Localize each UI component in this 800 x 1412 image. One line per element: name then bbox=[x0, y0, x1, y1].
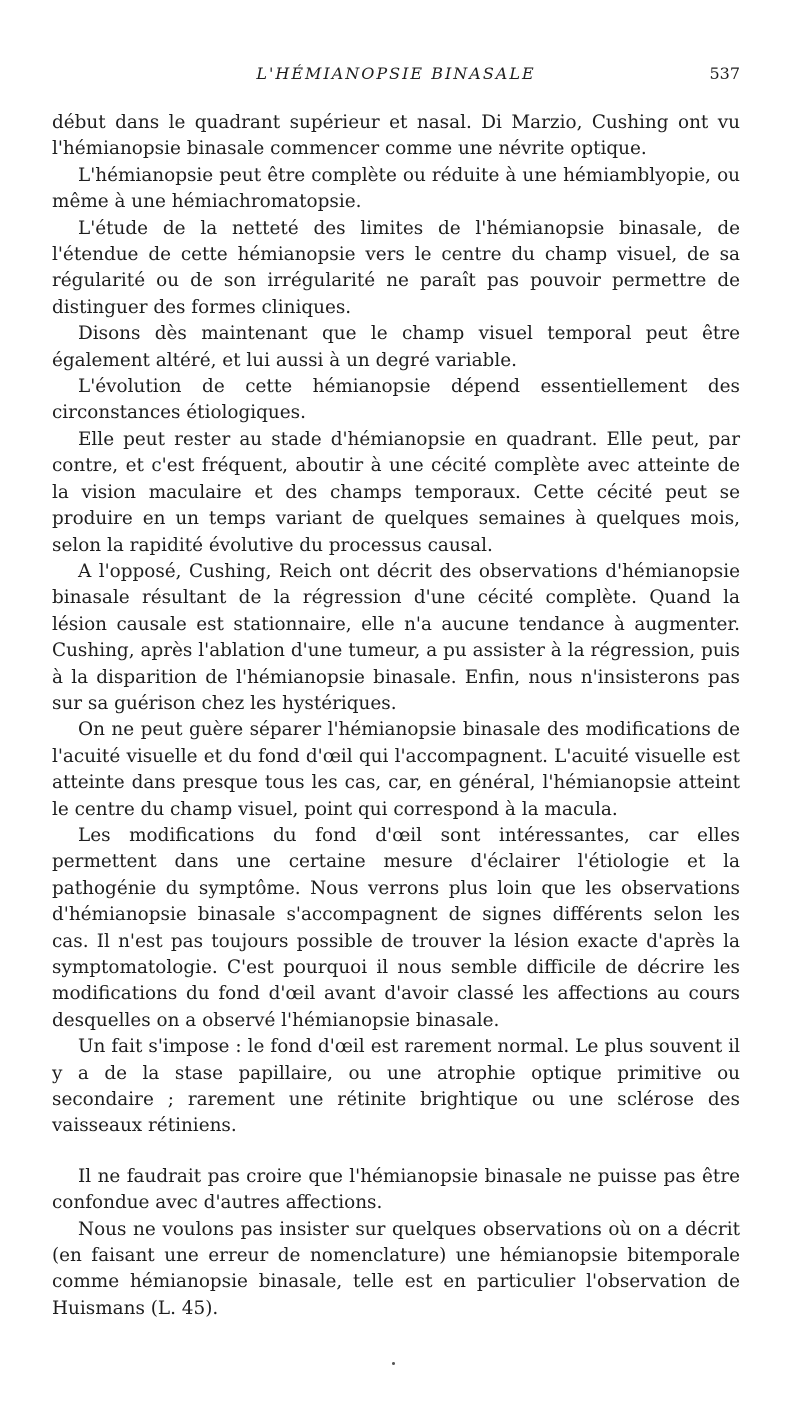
paragraph: début dans le quadrant supérieur et nasal. Di Marzio, Cushing ont vu l'hémianopsie binasale commencer comme une névrite optique. bbox=[52, 112, 740, 160]
paragraph: L'étude de la netteté des limites de l'hémianopsie binasale, de l'étendue de cette hémianopsie vers le centre du champ visuel, de sa régularité ou de son irrégularité ne paraît pas pouvoir permettre de distinguer des formes cliniques. bbox=[52, 217, 740, 318]
paragraph: Disons dès maintenant que le champ visuel temporal peut être également altéré, et lui aussi à un degré variable. bbox=[52, 323, 740, 371]
page-number: 537 bbox=[709, 64, 740, 83]
paragraph: Elle peut rester au stade d'hémianopsie en quadrant. Elle peut, par contre, et c'est fréquent, aboutir à une cécité complète avec atteinte de la vision maculaire et des champs temporaux. Cette cécité peut se produire en un temps variant de quelques semaines à quelques mois, selon la rapidité évolutive du processus causal. bbox=[52, 428, 740, 556]
paragraph: L'hémianopsie peut être complète ou réduite à une hémiamblyopie, ou même à une hémiachromatopsie. bbox=[52, 164, 740, 213]
paragraph: L'évolution de cette hémianopsie dépend essentiellement des circonstances étiologiques. bbox=[52, 376, 740, 424]
running-head bbox=[52, 64, 740, 86]
running-title: L'HÉMIANOPSIE BINASALE bbox=[256, 64, 536, 83]
paragraph: Il ne faudrait pas croire que l'hémianopsie binasale ne puisse pas être confondue avec d'autres affections. bbox=[52, 1165, 740, 1214]
paragraph: Les modifications du fond d'œil sont intéressantes, car elles permettent dans une certaine mesure d'éclairer l'étiologie et la pathogénie du symptôme. Nous verrons plus loin que les observations d'hémianopsie binasale s'accompagnent de signes différents selon les cas. Il n'est pas toujours possible de trouver la lésion exacte d'après la symptomatologie. C'est pourquoi il nous semble difficile de décrire les modifications du fond d'œil avant d'avoir classé les affections au cours desquelles on a observé l'hémianopsie binasale. bbox=[52, 824, 740, 1031]
paragraph: On ne peut guère séparer l'hémianopsie binasale des modifications de l'acuité visuelle et du fond d'œil qui l'accompagnent. L'acuité visuelle est atteinte dans presque tous les cas, car, en général, l'hémianopsie atteint le centre du champ visuel, point qui correspond à la macula. bbox=[52, 719, 740, 820]
ink-speck bbox=[392, 1362, 395, 1365]
paragraph: A l'opposé, Cushing, Reich ont décrit des observations d'hémianopsie binasale résultant de la régression d'une cécité complète. Quand la lésion causale est stationnaire, elle n'a aucune tendance à augmenter. Cushing, après l'ablation d'une tumeur, a pu assister à la régression, puis à la disparition de l'hémianopsie binasale. Enfin, nous n'insisterons pas sur sa guérison chez les hystériques. bbox=[52, 560, 740, 714]
paragraph: Un fait s'impose : le fond d'œil est rarement normal. Le plus souvent il y a de la stase papillaire, ou une atrophie optique primitive ou secondaire ; rarement une rétinite brightique ou une sclérose des vaisseaux rétiniens. bbox=[52, 1036, 740, 1137]
paragraph: Nous ne voulons pas insister sur quelques observations où on a décrit (en faisant une erreur de nomenclature) une hémianopsie bitemporale comme hémianopsie binasale, telle est en particulier l'observation de Huismans (L. 45). bbox=[52, 1218, 740, 1319]
body-text bbox=[52, 110, 740, 1322]
